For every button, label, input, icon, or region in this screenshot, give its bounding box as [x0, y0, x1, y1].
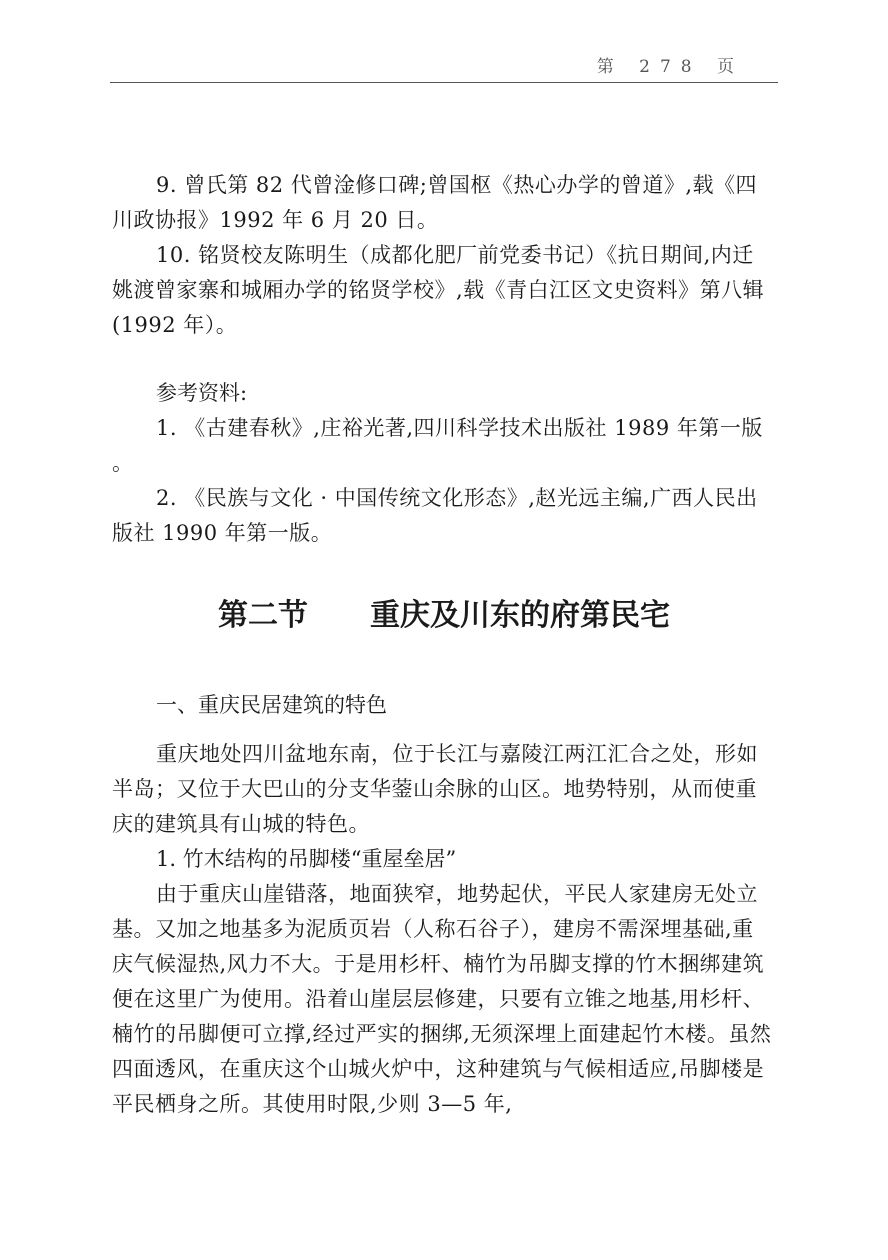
reference-item-1: 1. 《古建春秋》,庄裕光著,四川科学技术出版社 1989 年第一版 。 — [112, 416, 763, 475]
subsection-heading: 一、重庆民居建筑的特色 — [156, 693, 387, 717]
note-item-10: 10. 铭贤校友陈明生（成都化肥厂前党委书记）《抗日期间,内迁姚渡曾家寨和城厢办学的铭贤学校》,载《青白江区文史资料》第八辑(1992 年）。 — [112, 243, 765, 337]
page-number: 第 278 页 — [596, 57, 744, 77]
reference-item-2: 2. 《民族与文化 · 中国传统文化形态》,赵光远主编,广西人民出版社 1990 年第一版。 — [112, 486, 758, 545]
section-title — [0, 596, 888, 636]
page-header — [110, 52, 778, 83]
references-heading: 参考资料: — [156, 381, 248, 405]
section-title-text: 重庆及川东的府第民宅 — [370, 598, 670, 633]
item-paragraph: 由于重庆山崖错落，地面狭窄，地势起伏，平民人家建房无处立基。又加之地基多为泥质页岩（人称石谷子），建房不需深埋基础,重庆气候湿热,风力不大。于是用杉杆、楠竹为吊脚支撑的竹木捆绑建筑便在这里广为使用。沿着山崖层层修建，只要有立锥之地基,用杉杆、楠竹的吊脚便可立撑,经过严实的捆绑,无须深埋上面建起竹木楼。虽然四面透风，在重庆这个山城火炉中，这种建筑与气候相适应,吊脚楼是平民栖身之所。其使用时限,少则 3—5 年, — [112, 882, 772, 1116]
note-item-9: 9. 曾氏第 82 代曾淦修口碑;曾国枢《热心办学的曾道》,载《四川政协报》1992 年 6 月 20 日。 — [112, 173, 758, 232]
section-number: 第二节 — [218, 598, 308, 633]
item-heading: 1. 竹木结构的吊脚楼“重屋垒居” — [156, 847, 457, 871]
intro-paragraph: 重庆地处四川盆地东南，位于长江与嘉陵江两江汇合之处，形如半岛；又位于大巴山的分支华蓥山余脉的山区。地势特别，从而使重庆的建筑具有山城的特色。 — [112, 742, 758, 836]
